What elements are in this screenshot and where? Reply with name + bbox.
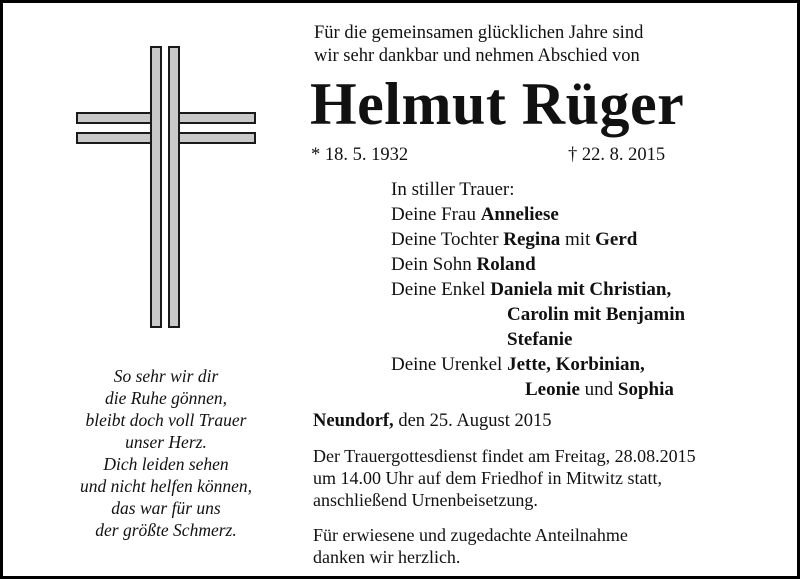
place-name: Neundorf, (313, 411, 394, 431)
mourner-name: Regina (503, 229, 561, 250)
poem-line: unser Herz. (125, 432, 207, 452)
mourner-name: Jette, Korbinian, (507, 354, 645, 375)
intro-text (314, 22, 643, 68)
poem-line: die Ruhe gönnen, (105, 388, 227, 408)
mourner-prefix: Deine Enkel (391, 279, 486, 300)
place-date (313, 411, 551, 432)
mourner-prefix: Deine Frau (391, 204, 476, 225)
mourner-great-grandchildren (391, 352, 685, 377)
poem-line: So sehr wir dir (113, 366, 219, 386)
mourner-name: Daniela mit Christian, (490, 279, 672, 300)
notice-date: den 25. August 2015 (398, 411, 552, 431)
thanks-line-2: danken wir herzlich. (313, 547, 461, 567)
poem (41, 365, 291, 541)
mourners-list (391, 177, 685, 402)
funeral-service-info (313, 445, 696, 511)
thanks-line-1: Für erwiesene und zugedachte Anteilnahme (313, 525, 628, 545)
mourner-name: Sophia (617, 379, 674, 400)
mourner-name: Anneliese (480, 204, 559, 225)
mourner-grandchildren-cont (391, 302, 685, 327)
mourner-name: Carolin mit Benjamin (507, 304, 686, 325)
mourner-connector: mit (565, 229, 591, 250)
mourner-name: Leonie (525, 379, 580, 400)
mourner-daughter (391, 227, 685, 252)
mourner-great-grandchildren-cont (391, 377, 685, 402)
death-date: † 22. 8. 2015 (568, 145, 666, 165)
thanks-text (313, 524, 628, 568)
birth-date: * 18. 5. 1932 (311, 145, 409, 165)
mourner-prefix: Dein Sohn (391, 254, 472, 275)
intro-line-1: Für die gemeinsamen glücklichen Jahre sind (314, 23, 644, 43)
mourner-son (391, 252, 685, 277)
mourner-prefix: Deine Tochter (391, 229, 499, 250)
mourners-heading: In stiller Trauer: (391, 179, 515, 200)
service-line-1: Der Trauergottesdienst findet am Freitag, 28.08.2015 (313, 446, 696, 466)
mourner-name: Stefanie (507, 329, 573, 350)
mourner-wife (391, 202, 685, 227)
service-line-3: anschließend Urnenbeisetzung. (313, 490, 538, 510)
poem-line: das war für uns (111, 498, 221, 518)
latin-cross-icon (75, 45, 257, 329)
intro-line-2: wir sehr dankbar und nehmen Abschied von (314, 46, 640, 66)
mourner-grandchildren-cont (391, 327, 685, 352)
service-line-2: um 14.00 Uhr auf dem Friedhof in Mitwitz statt, (313, 468, 662, 488)
mourner-connector: und (584, 379, 614, 400)
mourner-name: Gerd (595, 229, 638, 250)
deceased-name: Helmut Rüger (310, 71, 685, 137)
mourner-name: Roland (476, 254, 536, 275)
poem-line: der größte Schmerz. (95, 520, 237, 540)
poem-line: bleibt doch voll Trauer (85, 410, 247, 430)
poem-line: Dich leiden sehen (103, 454, 229, 474)
mourner-prefix: Deine Urenkel (391, 354, 503, 375)
mourner-grandchildren (391, 277, 685, 302)
poem-line: und nicht helfen können, (79, 476, 253, 496)
